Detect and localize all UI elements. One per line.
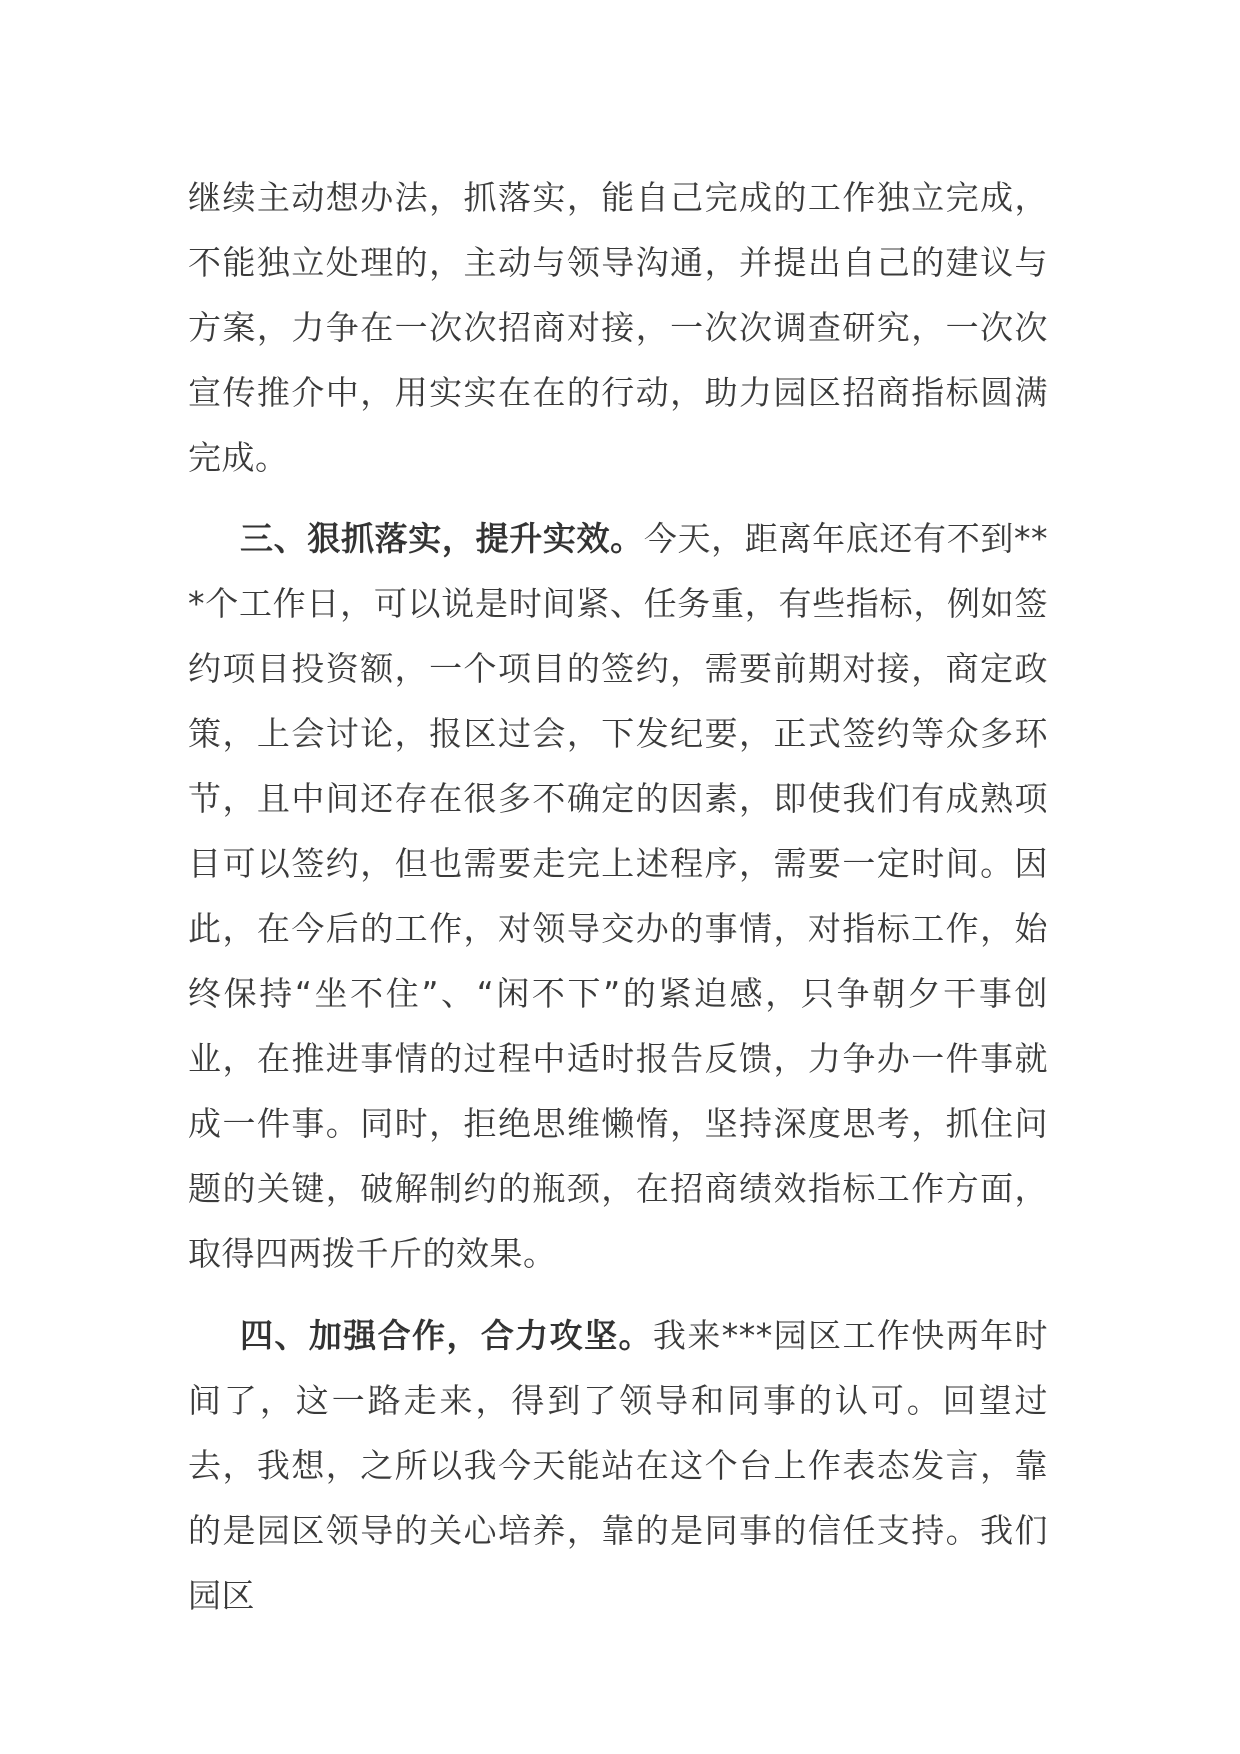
paragraph-section-four [188,1303,1048,1628]
paragraph-text: 继续主动想办法，抓落实，能自己完成的工作独立完成，不能独立处理的，主动与领导沟通，并提出自己的建议与方案，力争在一次次招商对接，一次次调查研究，一次次宣传推介中，用实实在在的行动，助力园区招商指标圆满完成。 [188,178,1048,477]
paragraph-section-three [188,506,1048,1286]
section-heading: 四、加强合作，合力攻坚。 [240,1316,653,1355]
paragraph-continuation [188,165,1048,490]
paragraph-text: 我来***园区工作快两年时间了，这一路走来，得到了领导和同事的认可。回望过去，我想，之所以我今天能站在这个台上作表态发言，靠的是园区领导的关心培养，靠的是同事的信任支持。我们园区 [188,1316,1049,1615]
section-heading: 三、狠抓落实，提升实效。 [240,519,644,558]
paragraph-text: 今天，距离年底还有不到***个工作日，可以说是时间紧、任务重，有些指标，例如签约项目投资额，一个项目的签约，需要前期对接，商定政策，上会讨论，报区过会，下发纪要，正式签约等众多环节，且中间还存在很多不确定的因素，即使我们有成熟项目可以签约，但也需要走完上述程序，需要一定时间。因此，在今后的工作，对领导交办的事情，对指标工作，始终保持“坐不住”、“闲不下”的紧迫感，只争朝夕干事创业，在推进事情的过程中适时报告反馈，力争办一件事就成一件事。同时，拒绝思维懒惰，坚持深度思考，抓住问题的关键，破解制约的瓶颈，在招商绩效指标工作方面，取得四两拨千斤的效果。 [188,519,1049,1273]
